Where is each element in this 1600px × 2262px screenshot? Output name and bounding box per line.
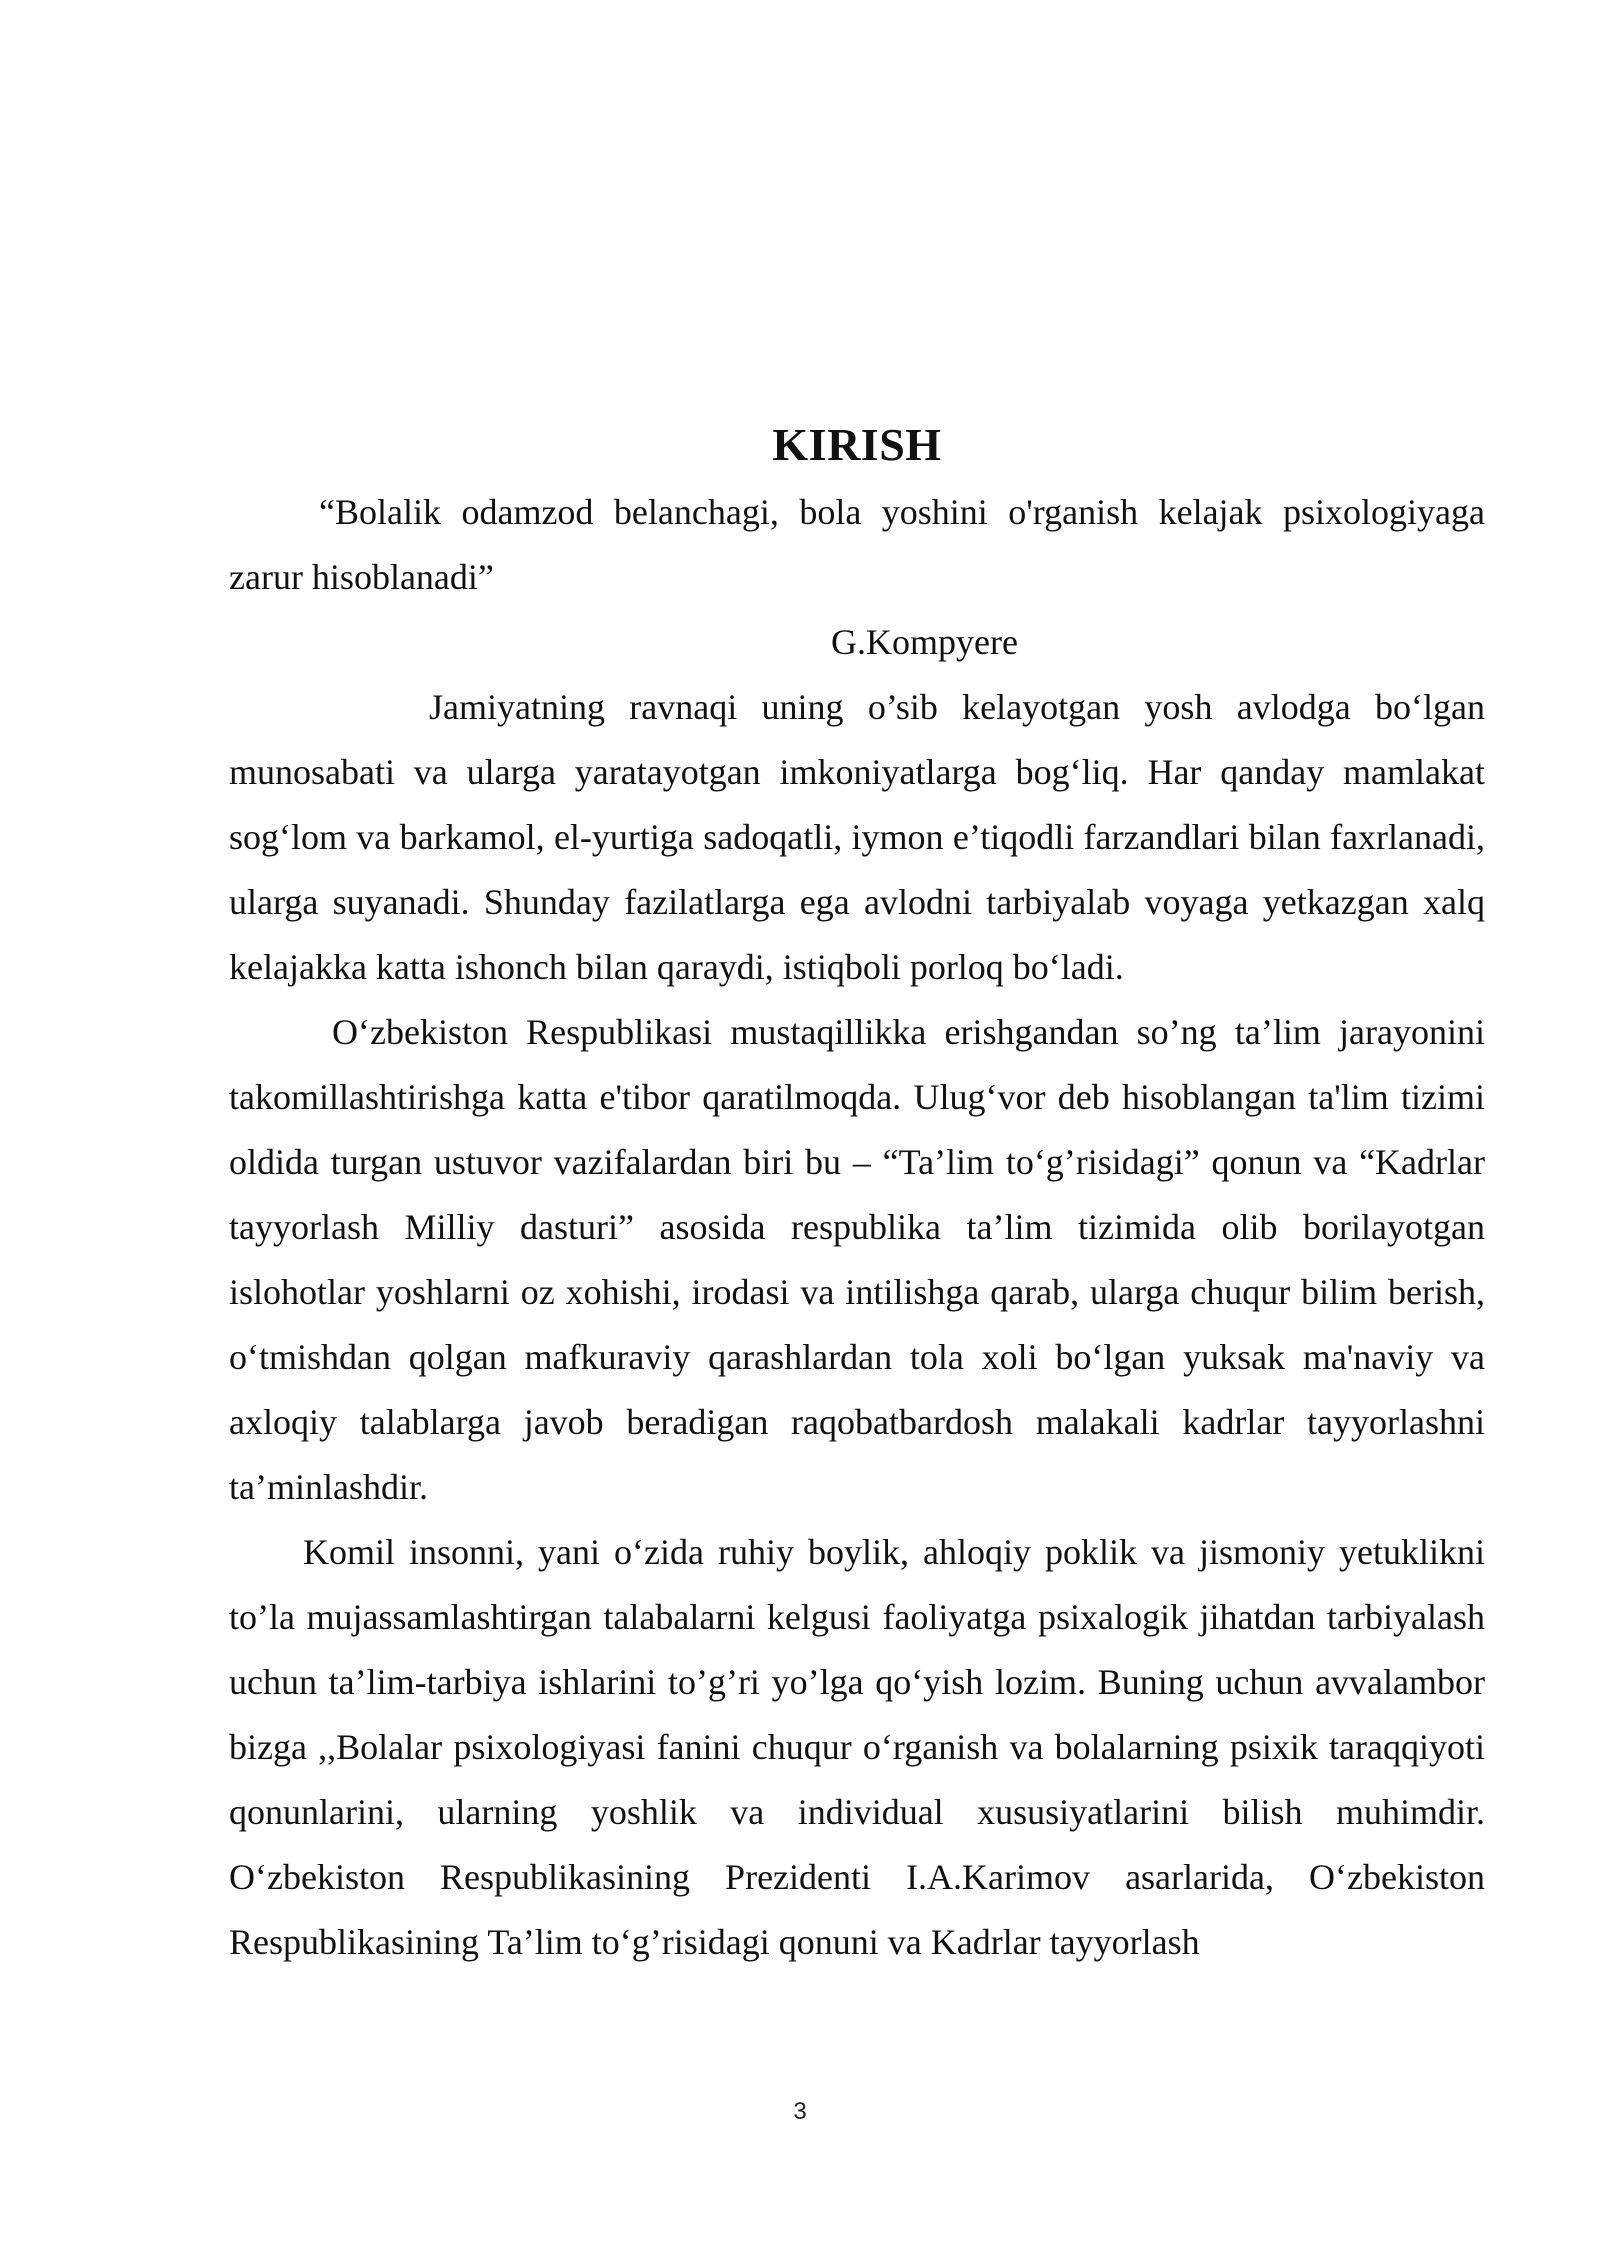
epigraph-quote: “Bolalik odamzod belanchagi, bola yoshini o'rganish kelajak psixologiyaga zarur hisoblanadi” (229, 492, 1485, 597)
page-title: KIRISH (772, 419, 942, 470)
paragraph-3: Komil insonni, yani o‘zida ruhiy boylik, ahloqiy poklik va jismoniy yetuklikni to’la mujassamlashtirgan talabalarni kelgusi faoliyatga psixalogik jihatdan tarbiyalash uchun ta’lim-tarbiya ishlarini to’g’ri yo’lga qo‘yish lozim. Buning uchun avvalambor bizga ,,Bolalar psixologiyasi fanini chuqur o‘rganish va bolalarning psixik taraqqiyoti qonunlarini, ularning yoshlik va individual xususiyatlarini bilish muhimdir. O‘zbekiston Respublikasining Prezidenti I.A.Karimov asarlarida, O‘zbekiston Respublikasining Ta’lim to‘g’risidagi qonuni va Kadrlar tayyorlash (229, 1532, 1485, 1962)
paragraph-1: Jamiyatning ravnaqi uning o’sib kelayotgan yosh avlodga bo‘lgan munosabati va ularga yaratayotgan imkoniyatlarga bog‘liq. Har qanday mamlakat sog‘lom va barkamol, el-yurtiga sadoqatli, iymon e’tiqodli farzandlari bilan faxrlanadi, ularga suyanadi. Shunday fazilatlarga ega avlodni tarbiyalab voyaga yetkazgan xalq kelajakka katta ishonch bilan qaraydi, istiqboli porloq bo‘ladi. (229, 687, 1485, 987)
page-content (229, 410, 1485, 1975)
paragraph-2: O‘zbekiston Respublikasi mustaqillikka erishgandan so’ng ta’lim jarayonini takomillashtirishga katta e'tibor qaratilmoqda. Ulug‘vor deb hisoblangan ta'lim tizimi oldida turgan ustuvor vazifalardan biri bu – “Ta’lim to‘g’risidagi” qonun va “Kadrlar tayyorlash Milliy dasturi” asosida respublika ta’lim tizimida olib borilayotgan islohotlar yoshlarni oz xohishi, irodasi va intilishga qarab, ularga chuqur bilim berish, o‘tmishdan qolgan mafkuraviy qarashlardan tola xoli bo‘lgan yuksak ma'naviy va axloqiy talablarga javob beradigan raqobatbardosh malakali kadrlar tayyorlashni ta’minlashdir. (229, 1012, 1485, 1507)
page-number: 3 (793, 2098, 807, 2125)
epigraph-author: G.Kompyere (831, 622, 1018, 662)
